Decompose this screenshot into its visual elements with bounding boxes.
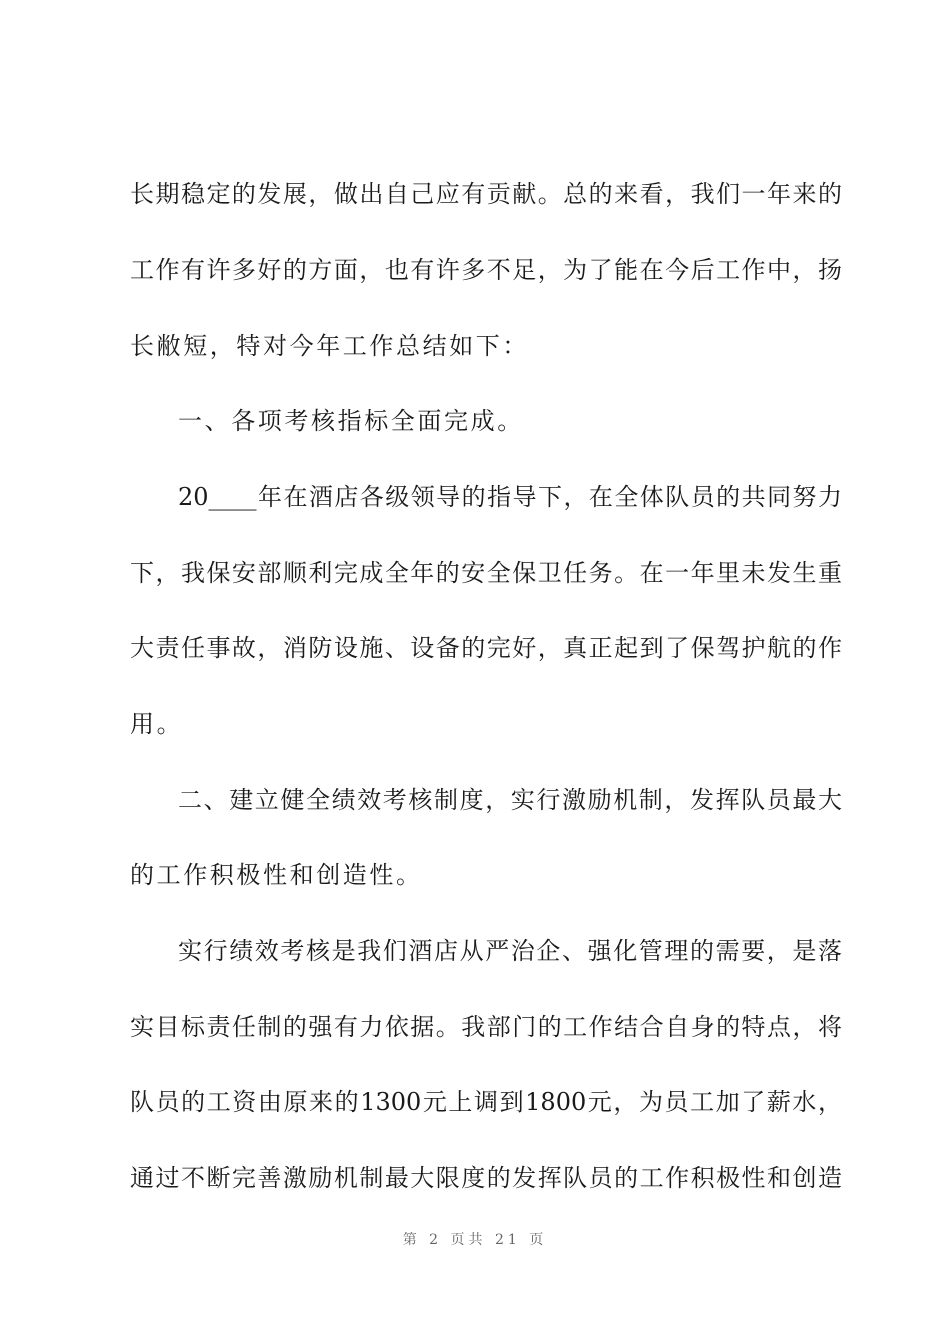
body-text-line: 下，我保安部顺利完成全年的安全保卫任务。在一年里未发生重 <box>130 559 842 587</box>
body-text-line: 长期稳定的发展，做出自己应有贡献。总的来看，我们一年来的 <box>130 180 842 208</box>
body-text-line: 用。 <box>130 710 184 738</box>
body-text-line: 实目标责任制的强有力依据。我部门的工作结合自身的特点，将 <box>130 1013 842 1041</box>
page-number-footer: 第 2 页共 21 页 <box>402 1232 548 1248</box>
body-text-line: 工作有许多好的方面，也有许多不足，为了能在今后工作中，扬 <box>130 256 842 284</box>
section-heading-2: 二、建立健全绩效考核制度，实行激励机制，发挥队员最大 <box>178 786 842 814</box>
section-heading-2-cont: 的工作积极性和创造性。 <box>130 861 423 889</box>
body-text-line: 实行绩效考核是我们酒店从严治企、强化管理的需要，是落 <box>178 937 842 965</box>
body-text-line: 长敝短，特对今年工作总结如下： <box>130 332 529 360</box>
body-text-line: 队员的工资由原来的1300元上调到1800元，为员工加了薪水， <box>130 1088 842 1116</box>
body-text-line: 20____年在酒店各级领导的指导下，在全体队员的共同努力 <box>178 483 842 511</box>
body-text-line: 大责任事故，消防设施、设备的完好，真正起到了保驾护航的作 <box>130 634 842 662</box>
section-heading-1: 一、各项考核指标全面完成。 <box>178 407 524 435</box>
body-text-line: 通过不断完善激励机制最大限度的发挥队员的工作积极性和创造 <box>130 1164 842 1192</box>
